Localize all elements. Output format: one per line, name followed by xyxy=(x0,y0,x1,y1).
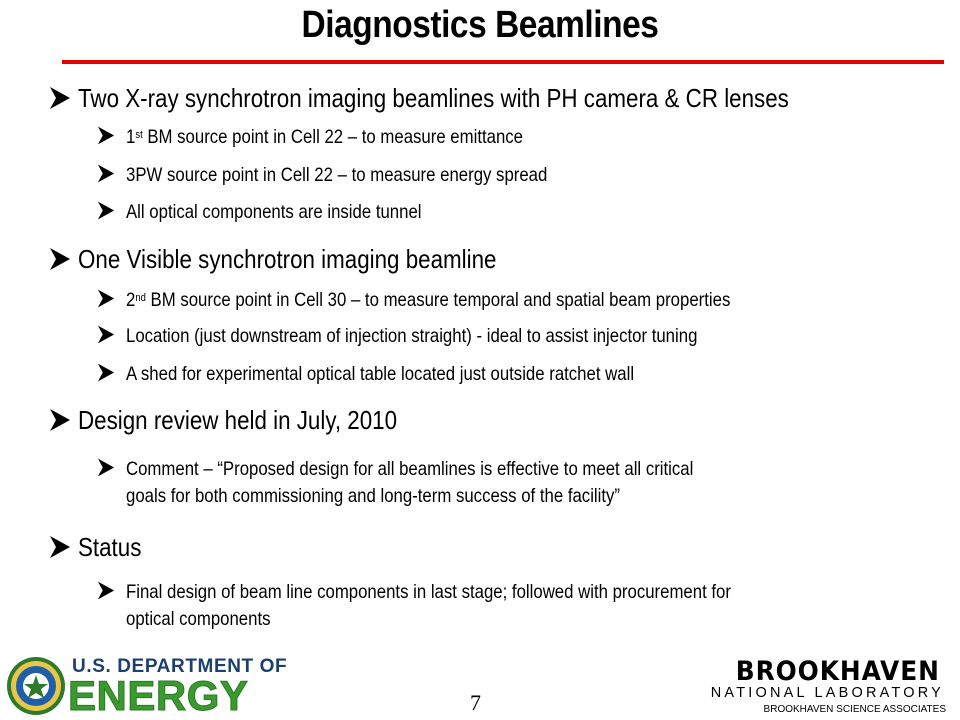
doe-department-text: U.S. DEPARTMENT OF xyxy=(72,656,288,677)
bullet-text: 2nd BM source point in Cell 30 – to measure temporal and spatial beam properties xyxy=(126,289,731,311)
bullet-text: 3PW source point in Cell 22 – to measure energy spread xyxy=(126,164,548,186)
bullet-text: Two X-ray synchrotron imaging beamlines with PH camera & CR lenses xyxy=(78,83,789,113)
page-number: 7 xyxy=(470,690,481,715)
title-rule xyxy=(62,60,944,64)
arrow-bullet-icon xyxy=(96,457,116,478)
doe-seal-icon xyxy=(6,656,66,716)
bullet-text: Status xyxy=(78,532,142,562)
bullet-text: Location (just downstream of injection straight) - ideal to assist injector tuning xyxy=(126,325,698,347)
bnl-logo-subtitle: NATIONAL LABORATORY xyxy=(710,685,944,701)
arrow-bullet-icon xyxy=(96,125,116,146)
doe-energy-text: ENERGY xyxy=(68,672,249,719)
arrow-bullet-icon xyxy=(96,580,116,601)
arrow-bullet-icon xyxy=(48,246,72,272)
bnl-associates-text: BROOKHAVEN SCIENCE ASSOCIATES xyxy=(763,704,946,715)
bullet-text: 1st BM source point in Cell 22 – to measure emittance xyxy=(126,126,524,148)
bullet-text: Final design of beam line components in last stage; followed with procurement for optical components xyxy=(126,581,731,630)
bullet-text: Design review held in July, 2010 xyxy=(78,405,398,435)
page-title: Diagnostics Beamlines xyxy=(301,4,659,46)
arrow-bullet-icon xyxy=(96,362,116,383)
bnl-logo-name: BROOKHAVEN xyxy=(735,656,940,687)
bullet-text: One Visible synchrotron imaging beamline xyxy=(78,244,497,274)
arrow-bullet-icon xyxy=(48,85,72,111)
arrow-bullet-icon xyxy=(48,534,72,560)
arrow-bullet-icon xyxy=(96,163,116,184)
arrow-bullet-icon xyxy=(96,200,116,221)
arrow-bullet-icon xyxy=(96,288,116,309)
bullet-text: A shed for experimental optical table located just outside ratchet wall xyxy=(126,363,635,385)
bullet-text: Comment – “Proposed design for all beamlines is effective to meet all critical goals for both commissioning and long-term success of the facility” xyxy=(126,458,694,507)
bullet-text: All optical components are inside tunnel xyxy=(126,201,422,223)
arrow-bullet-icon xyxy=(96,324,116,345)
arrow-bullet-icon xyxy=(48,407,72,433)
